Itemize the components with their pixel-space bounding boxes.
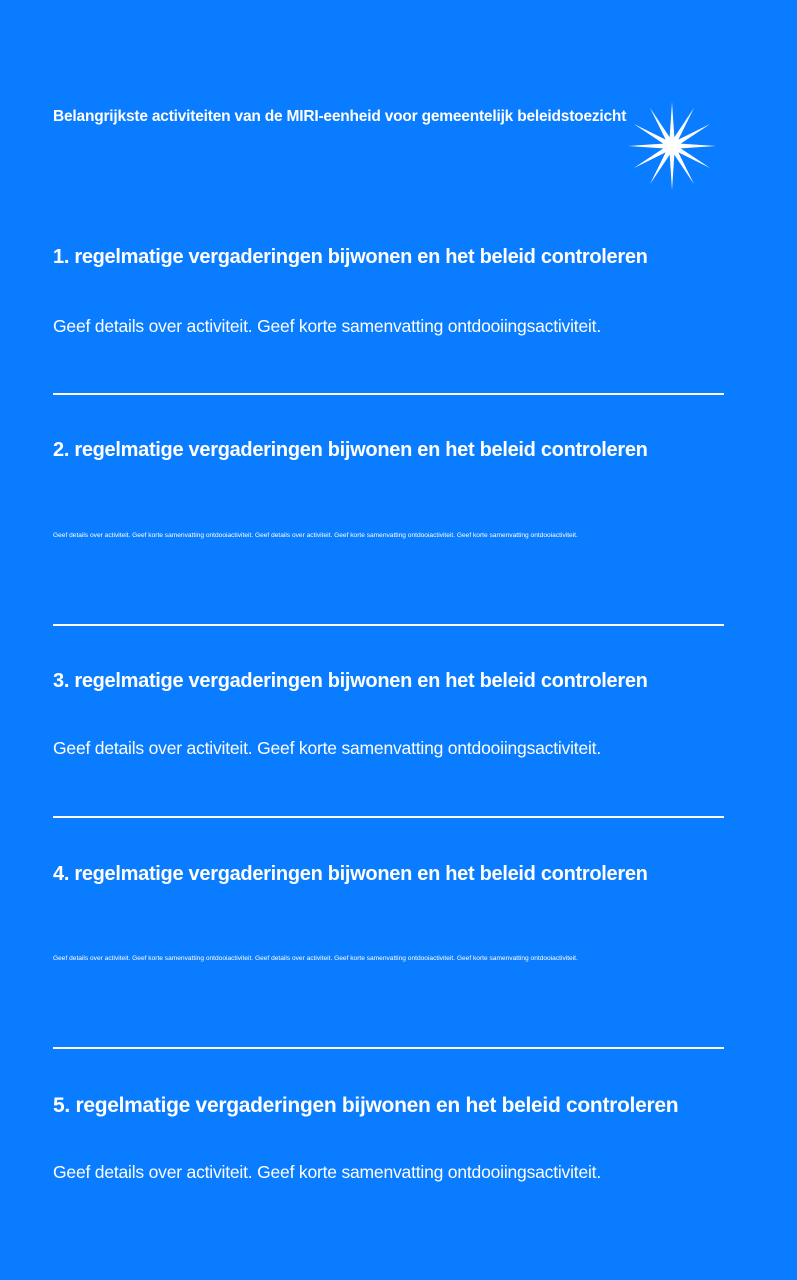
section-heading: 3. regelmatige vergaderingen bijwonen en het beleid controleren bbox=[53, 670, 648, 692]
section-body: Geef details over activiteit. Geef korte samenvatting ontdooiingsactiviteit. bbox=[53, 1162, 602, 1182]
section-body: Geef details over activiteit. Geef korte samenvatting ontdooiingsactiviteit. bbox=[53, 316, 602, 336]
section-body: Geef details over activiteit. Geef korte samenvatting ontdooiactiviteit. Geef details over activiteit. Geef korte samenvatting ontdooiactiviteit. Geef korte samenvatting ontdooiactiviteit. bbox=[53, 532, 578, 539]
divider bbox=[53, 393, 724, 395]
section-heading: 1. regelmatige vergaderingen bijwonen en het beleid controleren bbox=[53, 246, 648, 268]
section-heading: 4. regelmatige vergaderingen bijwonen en het beleid controleren bbox=[53, 863, 648, 885]
section-body: Geef details over activiteit. Geef korte samenvatting ontdooiactiviteit. Geef details over activiteit. Geef korte samenvatting ontdooiactiviteit. Geef korte samenvatting ontdooiactiviteit. bbox=[53, 955, 578, 962]
divider bbox=[53, 624, 724, 626]
sparkle-star-icon bbox=[626, 100, 718, 192]
divider bbox=[53, 816, 724, 818]
section-heading: 5. regelmatige vergaderingen bijwonen en het beleid controleren bbox=[53, 1094, 679, 1117]
section-body: Geef details over activiteit. Geef korte samenvatting ontdooiingsactiviteit. bbox=[53, 738, 602, 758]
page-title: Belangrijkste activiteiten van de MIRI-eenheid voor gemeentelijk beleidstoezicht bbox=[53, 108, 627, 125]
divider bbox=[53, 1047, 724, 1049]
section-heading: 2. regelmatige vergaderingen bijwonen en het beleid controleren bbox=[53, 439, 648, 461]
